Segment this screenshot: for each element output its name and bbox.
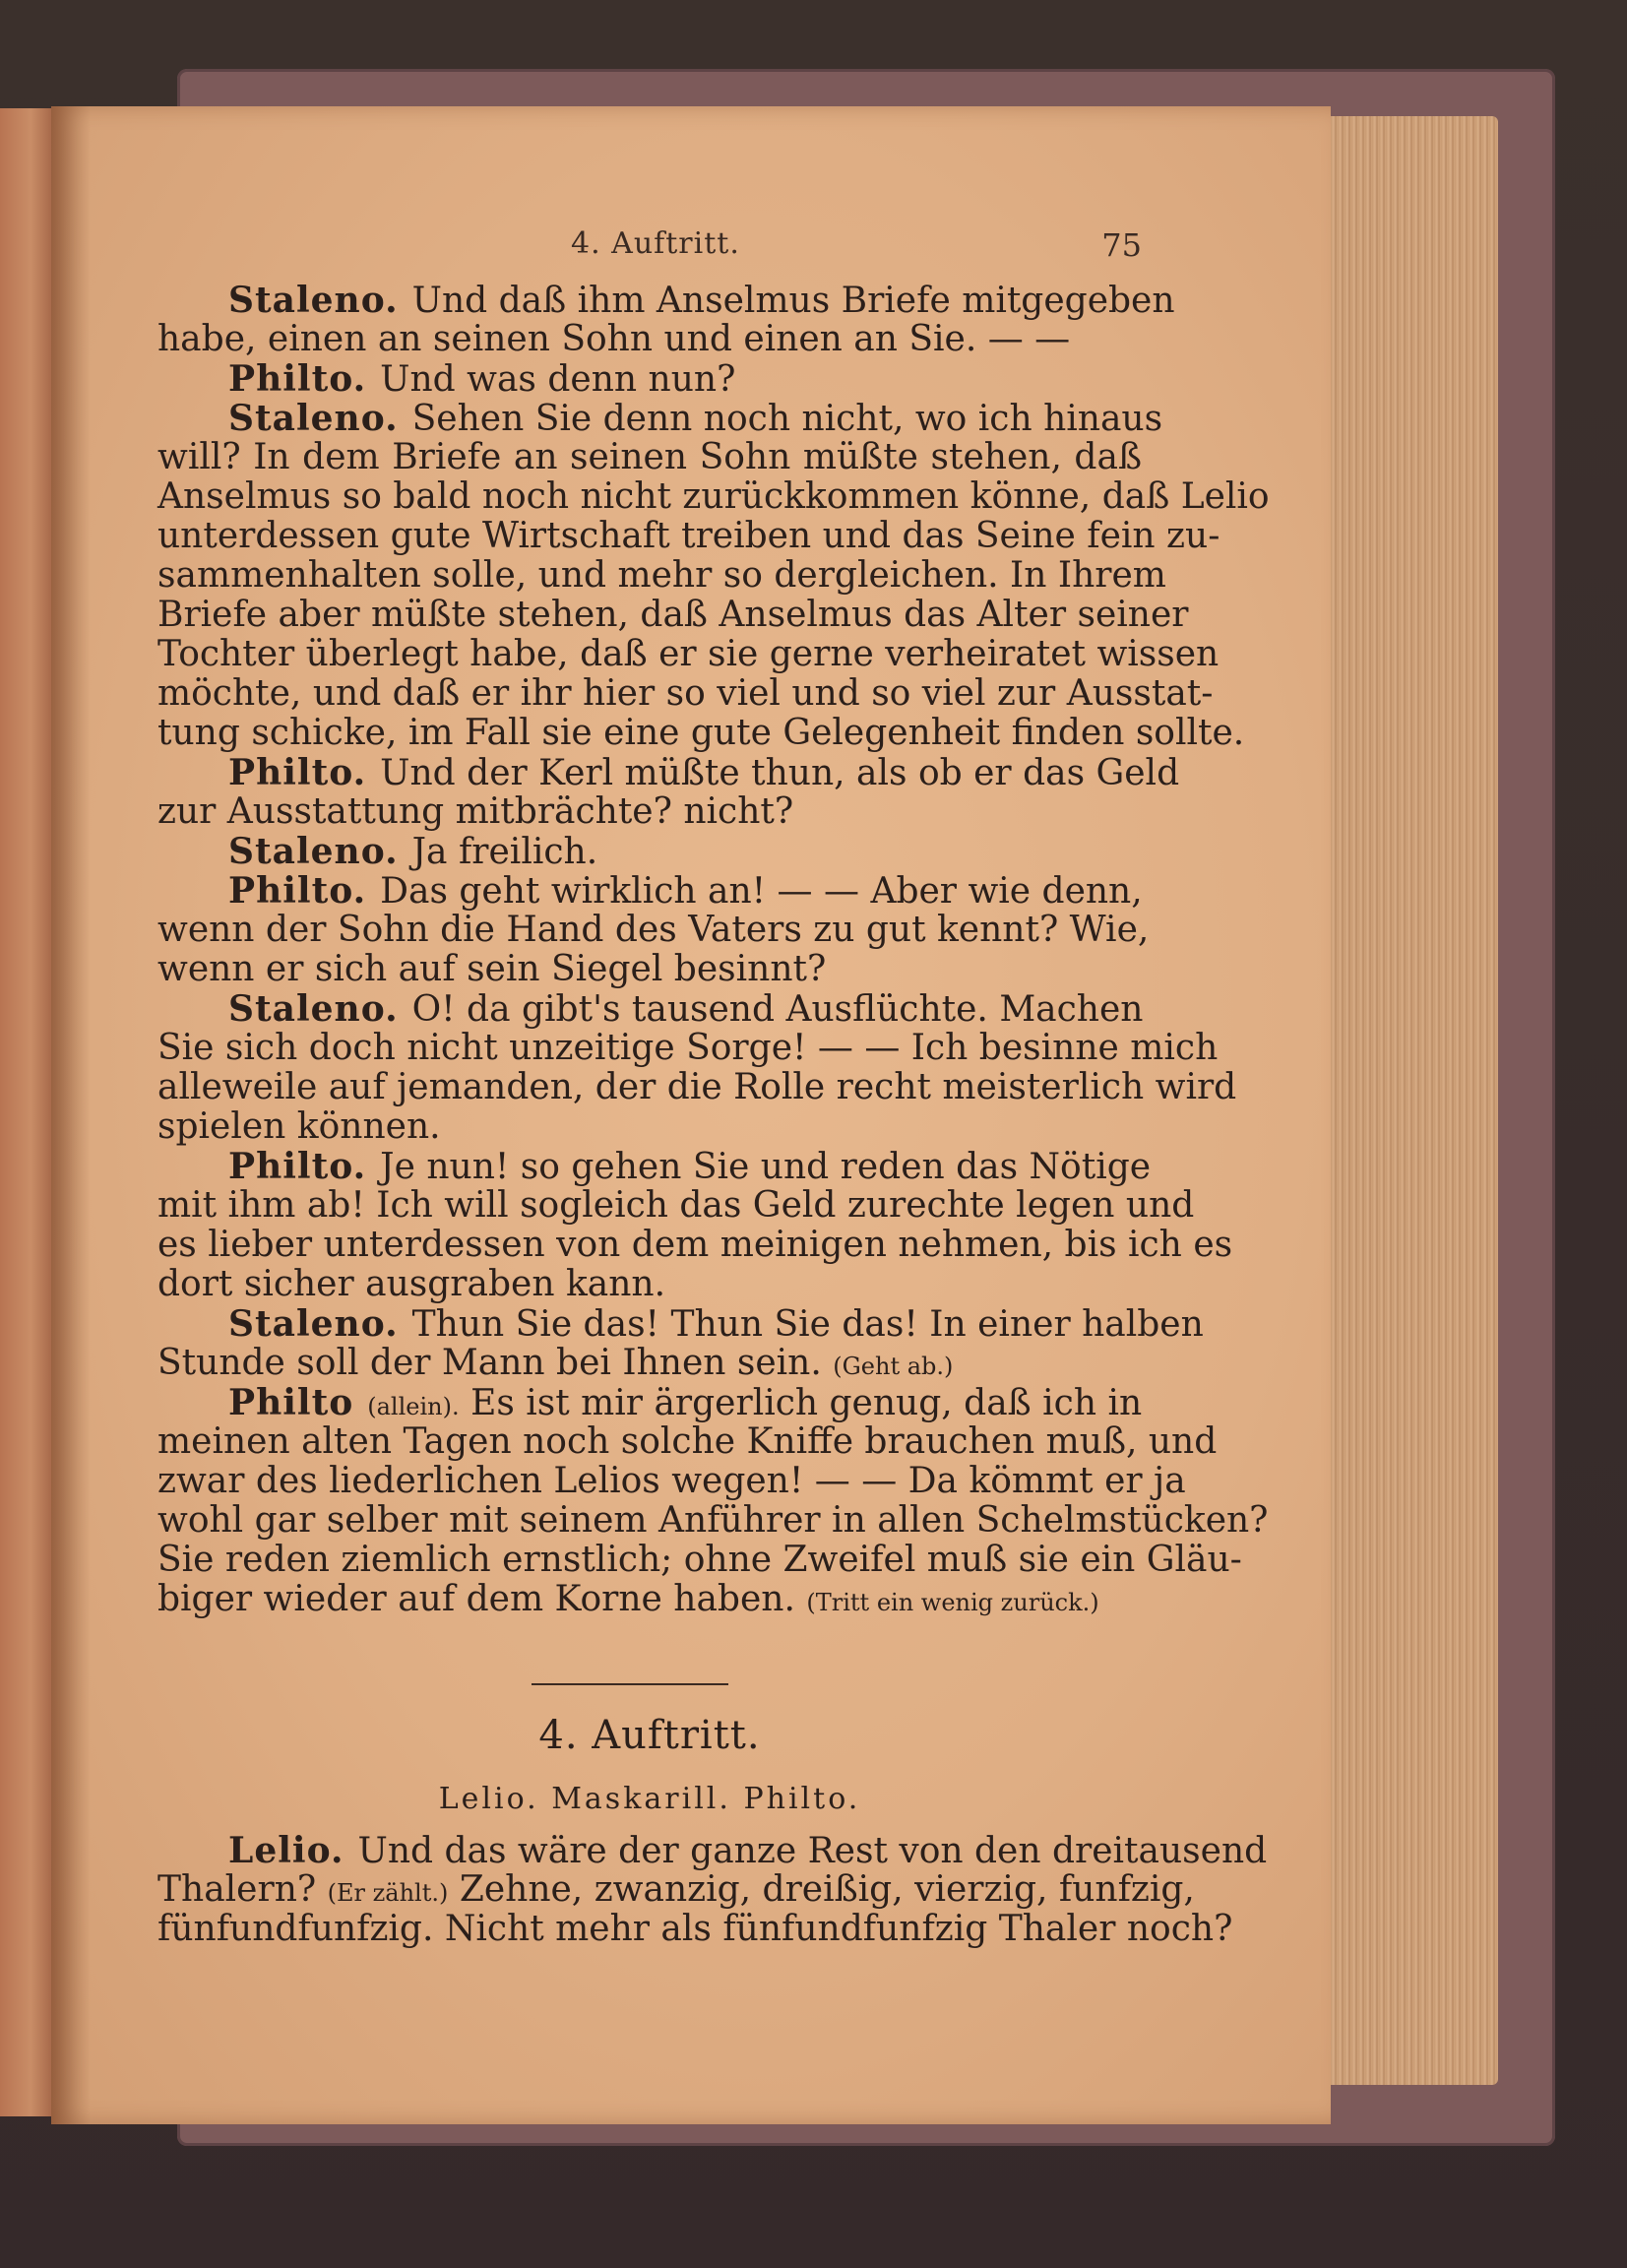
text-line: dort sicher ausgraben kann. bbox=[157, 1264, 666, 1304]
text-line bbox=[157, 1580, 1142, 1619]
text-line: wenn der Sohn die Hand des Vaters zu gut kennt? Wie, bbox=[157, 910, 1150, 950]
text-line bbox=[157, 1303, 1204, 1345]
text-line: Anselmus so bald noch nicht zurückkommen könne, daß Lelio bbox=[157, 476, 1270, 517]
page-number: 75 bbox=[1101, 226, 1142, 264]
line-text: Und daß ihm Anselmus Briefe mitgegeben bbox=[411, 281, 1175, 321]
text-line: Sie reden ziemlich ernstlich; ohne Zweifel muß sie ein Gläu- bbox=[157, 1540, 1242, 1580]
text-line bbox=[157, 871, 1142, 911]
line-text: Thun Sie das! Thun Sie das! In einer halben bbox=[411, 1304, 1204, 1345]
speaker-name: Staleno. bbox=[228, 831, 399, 872]
speaker-name: Philto. bbox=[228, 752, 367, 793]
dialogue-text bbox=[157, 280, 1270, 1619]
line-text: Thalern? bbox=[157, 1869, 317, 1910]
line-text: Und was denn nun? bbox=[380, 359, 736, 400]
left-page-edge bbox=[0, 108, 51, 2116]
header-title: 4. Auftritt. bbox=[571, 226, 740, 261]
text-line: habe, einen an seinen Sohn und einen an Sie. — — bbox=[157, 319, 1071, 359]
text-line: unterdessen gute Wirtschaft treiben und das Seine fein zu- bbox=[157, 516, 1220, 556]
text-line: sammenhalten solle, und mehr so dergleichen. In Ihrem bbox=[157, 555, 1166, 596]
line-text: Das geht wirklich an! — — Aber wie denn, bbox=[380, 871, 1143, 912]
page-fore-edge bbox=[1331, 116, 1498, 2085]
cast-list: Lelio. Maskarill. Philto. bbox=[438, 1782, 861, 1816]
running-header bbox=[157, 226, 1142, 266]
spine-shadow bbox=[51, 106, 91, 2124]
speaker-name: Staleno. bbox=[228, 280, 399, 321]
line-text: O! da gibt's tausend Ausflüchte. Machen bbox=[411, 989, 1144, 1030]
text-line: Briefe aber müßte stehen, daß Anselmus das Alter seiner bbox=[157, 595, 1189, 635]
text-line: mit ihm ab! Ich will sogleich das Geld zurechte legen und bbox=[157, 1185, 1195, 1226]
text-line bbox=[157, 989, 1142, 1029]
speaker-name: Philto. bbox=[228, 1146, 367, 1187]
speaker-name: Philto. bbox=[228, 870, 367, 912]
line-text: Und der Kerl müßte thun, als ob er das Geld bbox=[380, 753, 1180, 793]
section-divider bbox=[532, 1683, 728, 1685]
stage-direction: (Tritt ein wenig zurück.) bbox=[806, 1589, 1099, 1616]
scene-dialogue bbox=[157, 1830, 1268, 1949]
text-line: zur Ausstattung mitbrächte? nicht? bbox=[157, 791, 794, 832]
stage-direction: (Er zählt.) bbox=[327, 1879, 449, 1907]
text-line: möchte, und daß er ihr hier so viel und so viel zur Ausstat- bbox=[157, 673, 1214, 714]
stage-direction: (allein). bbox=[367, 1393, 460, 1420]
line-text: Es ist mir ärgerlich genug, daß ich in bbox=[470, 1383, 1143, 1423]
speaker-name: Philto bbox=[228, 1382, 354, 1423]
speaker-name: Staleno. bbox=[228, 988, 399, 1030]
text-line: wohl gar selber mit seinem Anführer in allen Schelmstücken? bbox=[157, 1500, 1269, 1541]
text-line: Sie sich doch nicht unzeitige Sorge! — — Ich besinne mich bbox=[157, 1028, 1219, 1068]
text-line: es lieber unterdessen von dem meinigen nehmen, bis ich es bbox=[157, 1225, 1233, 1265]
text-line: wenn er sich auf sein Siegel besinnt? bbox=[157, 949, 827, 989]
line-text: Stunde soll der Mann bei Ihnen sein. bbox=[157, 1343, 822, 1383]
text-line bbox=[157, 752, 1180, 793]
text-line bbox=[157, 1146, 1152, 1187]
text-line: zwar des liederlichen Lelios wegen! — — Da kömmt er ja bbox=[157, 1461, 1186, 1501]
text-line: fünfundfunfzig. Nicht mehr als fünfundfunfzig Thaler noch? bbox=[157, 1909, 1233, 1949]
speaker-name: Staleno. bbox=[228, 1303, 399, 1345]
text-line: spielen können. bbox=[157, 1106, 441, 1147]
line-text: biger wieder auf dem Korne haben. bbox=[157, 1579, 795, 1619]
text-line: tung schicke, im Fall sie eine gute Gelegenheit finden sollte. bbox=[157, 713, 1245, 753]
text-line: alleweile auf jemanden, der die Rolle recht meisterlich wird bbox=[157, 1067, 1237, 1107]
text-line bbox=[157, 832, 1142, 871]
text-line bbox=[157, 1383, 1142, 1422]
text-line bbox=[157, 398, 1163, 439]
text-line bbox=[157, 359, 1142, 399]
line-text: Zehne, zwanzig, dreißig, vierzig, funfzig, bbox=[459, 1869, 1195, 1910]
scene-heading: 4. Auftritt. bbox=[538, 1713, 761, 1758]
text-line bbox=[157, 280, 1175, 321]
speaker-name: Philto. bbox=[228, 358, 367, 400]
stage-direction: (Geht ab.) bbox=[833, 1353, 954, 1380]
speaker-name: Lelio. bbox=[228, 1830, 344, 1871]
text-line bbox=[157, 1344, 1142, 1383]
text-line: Tochter überlegt habe, daß er sie gerne verheiratet wissen bbox=[157, 634, 1220, 674]
text-line bbox=[157, 1869, 1195, 1910]
line-text: Und das wäre der ganze Rest von den dreitausend bbox=[357, 1831, 1268, 1871]
text-line: meinen alten Tagen noch solche Kniffe brauchen muß, und bbox=[157, 1421, 1218, 1462]
text-line bbox=[157, 1830, 1268, 1871]
text-line: will? In dem Briefe an seinen Sohn müßte stehen, daß bbox=[157, 437, 1142, 477]
line-text: Ja freilich. bbox=[411, 832, 598, 872]
line-text: Sehen Sie denn noch nicht, wo ich hinaus bbox=[411, 399, 1163, 439]
line-text: Je nun! so gehen Sie und reden das Nötige bbox=[380, 1147, 1152, 1187]
speaker-name: Staleno. bbox=[228, 398, 399, 439]
